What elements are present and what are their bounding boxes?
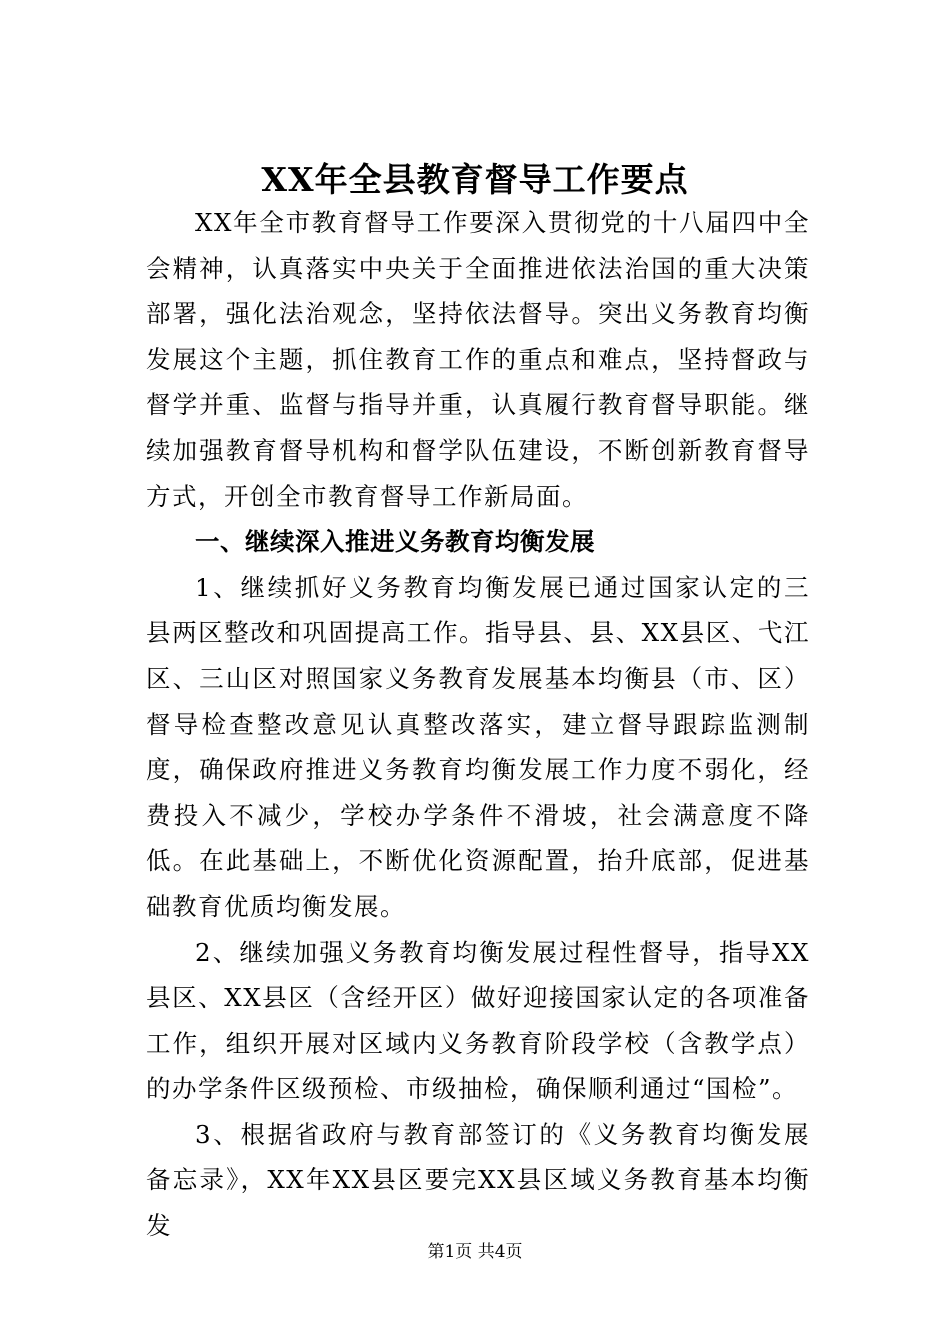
item-paragraph-1: 1、继续抓好义务教育均衡发展已通过国家认定的三县两区整改和巩固提高工作。指导县、县、XX县区、弋江区、三山区对照国家义务教育发展基本均衡县（市、区）督导检查整改意见认真整改落实，建立督导跟踪监测制度，确保政府推进义务教育均衡发展工作力度不弱化，经费投入不减少，学校办学条件不滑坡，社会满意度不降低。在此基础上，不断优化资源配置，抬升底部，促进基础教育优质均衡发展。 bbox=[146, 572, 810, 921]
intro-paragraph: XX年全市教育督导工作要深入贯彻党的十八届四中全会精神，认真落实中央关于全面推进依法治国的重大决策部署，强化法治观念，坚持依法督导。突出义务教育均衡发展这个主题，抓住教育工作的重点和难点，坚持督政与督学并重、监督与指导并重，认真履行教育督导职能。继续加强教育督导机构和督学队伍建设，不断创新教育督导方式，开创全市教育督导工作新局面。 bbox=[146, 208, 810, 511]
page-number-footer: 第1页 共4页 bbox=[427, 1242, 523, 1262]
item-paragraph-2: 2、继续加强义务教育均衡发展过程性督导，指导XX县区、XX县区（含经开区）做好迎接国家认定的各项准备工作，组织开展对区域内义务教育阶段学校（含教学点）的办学条件区级预检、市级抽检，确保顺利通过“国检”。 bbox=[146, 937, 810, 1104]
document-title: XX年全县教育督导工作要点 bbox=[261, 160, 689, 200]
document-body bbox=[146, 200, 810, 1249]
item-paragraph-3: 3、根据省政府与教育部签订的《义务教育均衡发展备忘录》，XX年XX县区要完XX县区域义务教育基本均衡发 bbox=[146, 1119, 810, 1241]
section-heading-1: 一、继续深入推进义务教育均衡发展 bbox=[195, 527, 595, 557]
